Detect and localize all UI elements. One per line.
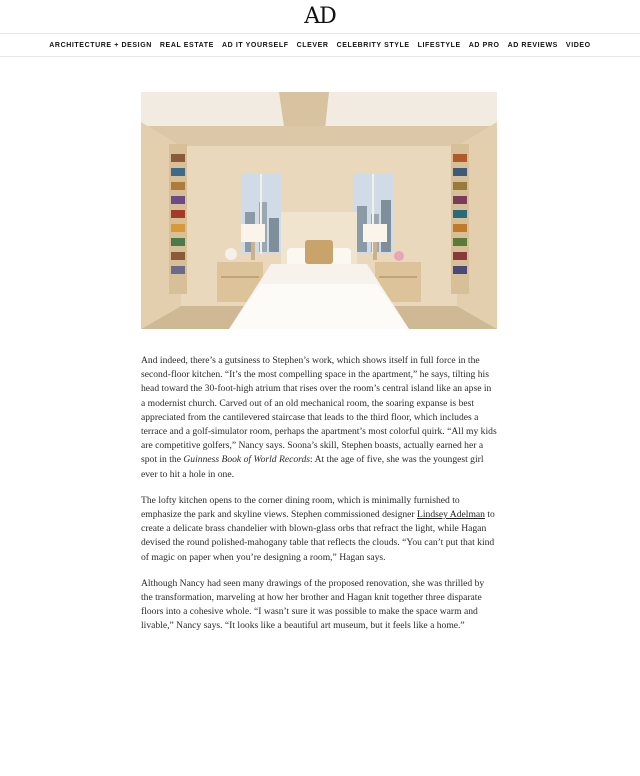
paragraph-1-text-a: And indeed, there’s a gutsiness to Stephen’s work, which shows itself in full force in the second-floor kitchen. “It’s the most compelling space in the apartment,” he says, tilting his head toward the 30-foot-high atrium that rises over the room’s central island like an apse in a modernist church. Carved out of an old mechanical room, the soaring expanse is best appreciated from the cantilevered staircase that leads to the third floor, which includes a terrace and a golf-simulator room, perhaps the apartment’s most colorful quirk. “All my kids are competitive golfers,” Nancy says. Soona’s skill, Stephen boasts, actually earned her a spot in the — [141, 355, 497, 466]
paragraph-1-text-b: : At the age of five, she was the youngest girl ever to hit a hole in one. — [141, 454, 484, 480]
article-paragraph-2 — [141, 494, 497, 565]
nav-item-celebrity-style[interactable]: CELEBRITY STYLE — [336, 42, 410, 49]
paragraph-2-text-a: The lofty kitchen opens to the corner dining room, which is minimally furnished to emphasize the park and skyline views. Stephen commissioned designer — [141, 494, 460, 521]
nav-item-real-estate[interactable]: REAL ESTATE — [159, 42, 214, 49]
nav-item-ad-reviews[interactable]: AD REVIEWS — [507, 42, 558, 49]
article-body — [141, 354, 497, 646]
main-navigation — [0, 35, 640, 57]
guinness-book-title: Guinness Book of World Records — [183, 454, 311, 466]
site-header — [0, 0, 640, 34]
nav-item-video[interactable]: VIDEO — [565, 42, 591, 49]
nav-item-clever[interactable]: CLEVER — [296, 42, 329, 49]
nav-item-architecture-design[interactable]: ARCHITECTURE + DESIGN — [49, 42, 152, 49]
article-paragraph-1 — [141, 354, 497, 482]
ad-logo[interactable]: AD — [304, 4, 336, 29]
lindsey-adelman-link[interactable]: Lindsey Adelman — [417, 509, 485, 521]
nav-item-lifestyle[interactable]: LIFESTYLE — [417, 42, 461, 49]
bedroom-photo — [141, 92, 497, 329]
nav-item-ad-it-yourself[interactable]: AD IT YOURSELF — [221, 42, 289, 49]
nav-item-ad-pro[interactable]: AD PRO — [468, 42, 500, 49]
bedroom-illustration — [141, 92, 497, 329]
paragraph-2-text-b: to create a delicate brass chandelier with blown-glass orbs that refract the light, while Hagan devised the round polished-mahogany table that reflects the clouds. “You can’t put that kind of magic on paper when you’re designing a room,” Hagan says. — [141, 509, 495, 563]
article-paragraph-3: Although Nancy had seen many drawings of the proposed renovation, she was thrilled by the transformation, marveling at how her brother and Hagan knit together three disparate floors into a cohesive whole. “I wasn’t sure it was possible to make the space warm and livable,” Nancy says. “It looks like a beautiful art museum, but it feels like a home.” — [141, 577, 485, 632]
